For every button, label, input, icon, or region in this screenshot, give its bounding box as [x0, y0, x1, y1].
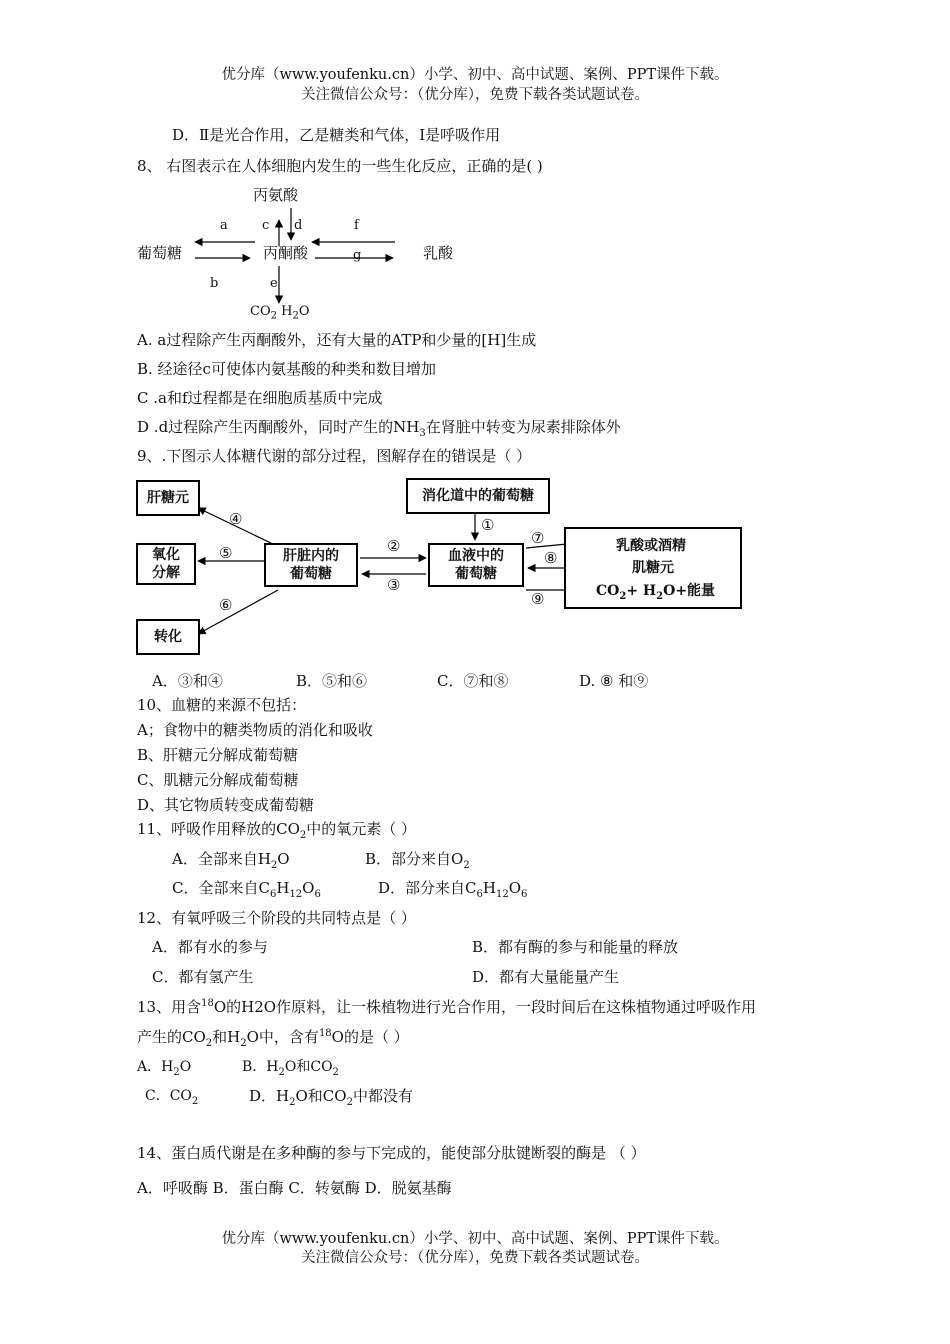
q8-option-a: A. a过程除产生丙酮酸外，还有大量的ATP和少量的[H]生成 — [137, 331, 537, 349]
q8-path-f: f — [354, 218, 359, 233]
q8-option-c: C .a和f过程都是在细胞质基质中完成 — [137, 389, 383, 407]
q8-lactate-label: 乳酸 — [423, 244, 454, 262]
q8-stem: 8、 右图表示在人体细胞内发生的一些生化反应，正确的是( ) — [137, 157, 543, 175]
q8-path-g: g — [353, 248, 362, 263]
q12-stem: 12、有氧呼吸三个阶段的共同特点是（ ） — [137, 909, 416, 927]
q9-box-blood-glucose: 血液中的葡萄糖 — [428, 543, 524, 587]
q9-box-products — [564, 527, 742, 609]
q9-num-8: ⑧ — [544, 549, 558, 567]
q9-box-gut-glucose: 消化道中的葡萄糖 — [406, 478, 550, 514]
q9-co2-h2o-energy: $CO_2+ H_2O+$能量 — [596, 583, 716, 602]
q10-option-a: A；食物中的糖类物质的消化和吸收 — [137, 721, 373, 739]
q12-option-b: B．都有酶的参与和能量的释放 — [472, 938, 679, 956]
q11-option-d: D．部分来自$C_6H_{12}O_6$ — [378, 879, 528, 900]
q13-option-d: D．$H_2O$和$CO_2$中都没有 — [249, 1087, 413, 1108]
q8-co2-h2o-label: $CO_2$ $H_2O$ — [250, 304, 310, 322]
q12-option-a: A．都有水的参与 — [152, 938, 268, 956]
q9-lactate-alcohol: 乳酸或酒精 — [616, 538, 686, 554]
q11-option-a: A．全部来自$H_2O$ — [172, 850, 290, 871]
q9-num-5: ⑤ — [219, 544, 233, 562]
q10-option-b: B、肝糖元分解成葡萄糖 — [137, 746, 299, 764]
q9-muscle-glycogen: 肌糖元 — [632, 560, 674, 576]
q10-option-d: D、其它物质转变成葡萄糖 — [137, 796, 315, 814]
q14-stem: 14、蛋白质代谢是在多种酶的参与下完成的，能使部分肽键断裂的酶是 （ ） — [137, 1144, 646, 1162]
q8-path-c: c — [262, 218, 270, 233]
q9-box-oxidation: 氧化分解 — [136, 543, 196, 585]
q7-option-d: D．Ⅱ是光合作用，乙是糖类和气体，Ⅰ是呼吸作用 — [172, 126, 501, 144]
q9-box-liver-glycogen: 肝糖元 — [136, 480, 200, 516]
q9-box-liver-glucose: 肝脏内的葡萄糖 — [264, 543, 358, 587]
q9-option-a: A．③和④ — [152, 672, 223, 690]
footer-line-2: 关注微信公众号：（优分库），免费下载各类试题试卷。 — [301, 1250, 649, 1266]
q9-arrow-6 — [198, 590, 278, 634]
q9-num-3: ③ — [387, 576, 401, 594]
q8-option-d: D .d过程除产生丙酮酸外，同时产生的$NH_3$在肾脏中转变为尿素排除体外 — [137, 418, 621, 439]
q13-stem-line1: 13、用含$^{18}$O的H2O作原料，让一株植物进行光合作用，一段时间后在这株植物通过呼吸作用 — [137, 998, 757, 1016]
q9-option-d: D. ⑧ 和⑨ — [579, 672, 649, 690]
q9-box-conversion: 转化 — [136, 619, 200, 655]
q8-glucose-label: 葡萄糖 — [137, 244, 183, 262]
q12-option-c: C．都有氢产生 — [152, 968, 254, 986]
q13-option-a: A．$H_2O$ — [137, 1059, 192, 1078]
q8-path-b: b — [210, 276, 219, 291]
q8-path-e: e — [270, 276, 278, 291]
q12-option-d: D．都有大量能量产生 — [472, 968, 620, 986]
q13-option-b: B．$H_2O$和$CO_2$ — [242, 1059, 339, 1078]
q14-options: A．呼吸酶 B．蛋白酶 C．转氨酶 D．脱氨基酶 — [137, 1179, 452, 1197]
q9-num-4: ④ — [229, 510, 243, 528]
q11-option-b: B．部分来自$O_2$ — [365, 850, 470, 871]
q13-stem-line2: 产生的$CO_2$和$H_2O$中，含有$^{18}$O的是（ ） — [137, 1028, 409, 1049]
q8-pyruvate-label: 丙酮酸 — [263, 244, 309, 262]
header-line-2: 关注微信公众号：（优分库），免费下载各类试题试卷。 — [301, 87, 649, 103]
footer-line-1: 优分库（www.youfenku.cn）小学、初中、高中试题、案例、PPT课件下载。 — [221, 1231, 729, 1247]
q9-num-2: ② — [387, 537, 401, 555]
q9-num-9: ⑨ — [531, 590, 545, 608]
q8-path-a: a — [220, 218, 228, 233]
q11-stem: 11、呼吸作用释放的$CO_2$中的氧元素（ ） — [137, 820, 417, 841]
q11-option-c: C．全部来自$C_6H_{12}O_6$ — [172, 879, 321, 900]
q8-alanine-label: 丙氨酸 — [253, 186, 299, 204]
q9-num-6: ⑥ — [219, 596, 233, 614]
q8-option-b: B. 经途径c可使体内氨基酸的种类和数目增加 — [137, 360, 436, 378]
q9-num-7: ⑦ — [531, 529, 545, 547]
q8-path-d: d — [294, 218, 303, 233]
header-line-1: 优分库（www.youfenku.cn）小学、初中、高中试题、案例、PPT课件下载。 — [221, 67, 729, 83]
q9-num-1: ① — [481, 516, 495, 534]
q9-option-b: B．⑤和⑥ — [296, 672, 368, 690]
q10-stem: 10、血糖的来源不包括： — [137, 696, 307, 714]
q13-option-c: C．$CO_2$ — [145, 1088, 199, 1107]
q9-stem: 9、.下图示人体糖代谢的部分过程，图解存在的错误是（ ） — [137, 447, 532, 465]
q9-option-c: C．⑦和⑧ — [437, 672, 509, 690]
q10-option-c: C、肌糖元分解成葡萄糖 — [137, 771, 299, 789]
